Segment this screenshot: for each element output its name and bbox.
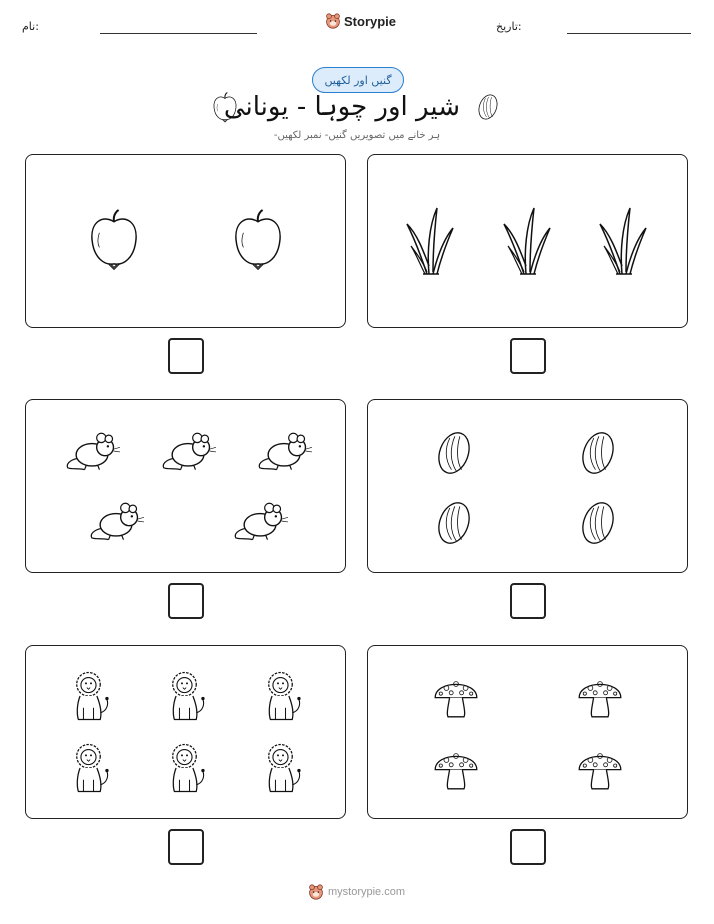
answer-box-mushroom[interactable] bbox=[510, 829, 546, 865]
answer-box-grass[interactable] bbox=[510, 338, 546, 374]
footer bbox=[308, 884, 405, 900]
answer-box-apple[interactable] bbox=[168, 338, 204, 374]
seed-icon bbox=[576, 428, 620, 478]
count-panel-mushroom bbox=[367, 645, 688, 819]
apple-icon bbox=[86, 209, 142, 273]
grass-icon bbox=[502, 205, 552, 277]
count-panel-apple bbox=[25, 154, 346, 328]
mouse-icon bbox=[232, 500, 288, 542]
grass-icon bbox=[405, 205, 455, 277]
storypie-mascot-icon bbox=[308, 884, 324, 900]
count-panel-mouse bbox=[25, 399, 346, 573]
lion-icon bbox=[166, 742, 208, 794]
seed-icon bbox=[576, 498, 620, 548]
mouse-icon bbox=[64, 430, 120, 472]
instruction-text: ہر خانے میں تصویریں گنیں- نمبر لکھیں- bbox=[273, 130, 441, 141]
answer-box-mouse[interactable] bbox=[168, 583, 204, 619]
brand-logo bbox=[325, 13, 396, 29]
apple-icon bbox=[230, 209, 286, 273]
count-panel-seed bbox=[367, 399, 688, 573]
mouse-icon bbox=[88, 500, 144, 542]
lion-icon bbox=[70, 742, 112, 794]
lion-icon bbox=[262, 670, 304, 722]
seed-icon bbox=[432, 498, 476, 548]
name-line[interactable] bbox=[100, 33, 257, 34]
activity-badge-label: گنیں اور لکھیں bbox=[324, 73, 392, 87]
page-title: شیر اور چوہا - یونانی bbox=[223, 92, 460, 122]
mushroom-icon bbox=[432, 742, 480, 794]
seed-icon bbox=[432, 428, 476, 478]
mushroom-icon bbox=[576, 742, 624, 794]
count-panel-lion bbox=[25, 645, 346, 819]
grass-icon bbox=[598, 205, 648, 277]
mouse-icon bbox=[160, 430, 216, 472]
mushroom-icon bbox=[576, 670, 624, 722]
lion-icon bbox=[262, 742, 304, 794]
lion-icon bbox=[166, 670, 208, 722]
activity-badge bbox=[312, 67, 404, 93]
mushroom-icon bbox=[432, 670, 480, 722]
footer-url[interactable]: mystorypie.com bbox=[328, 886, 406, 898]
date-label: تاریخ: bbox=[496, 20, 522, 33]
mouse-icon bbox=[256, 430, 312, 472]
date-line[interactable] bbox=[567, 33, 691, 34]
name-label: نام: bbox=[22, 20, 39, 33]
seed-icon bbox=[474, 92, 502, 122]
count-panel-grass bbox=[367, 154, 688, 328]
brand-name: Storypie bbox=[344, 13, 397, 29]
lion-icon bbox=[70, 670, 112, 722]
storypie-mascot-icon bbox=[325, 13, 341, 29]
answer-box-lion[interactable] bbox=[168, 829, 204, 865]
answer-box-seed[interactable] bbox=[510, 583, 546, 619]
